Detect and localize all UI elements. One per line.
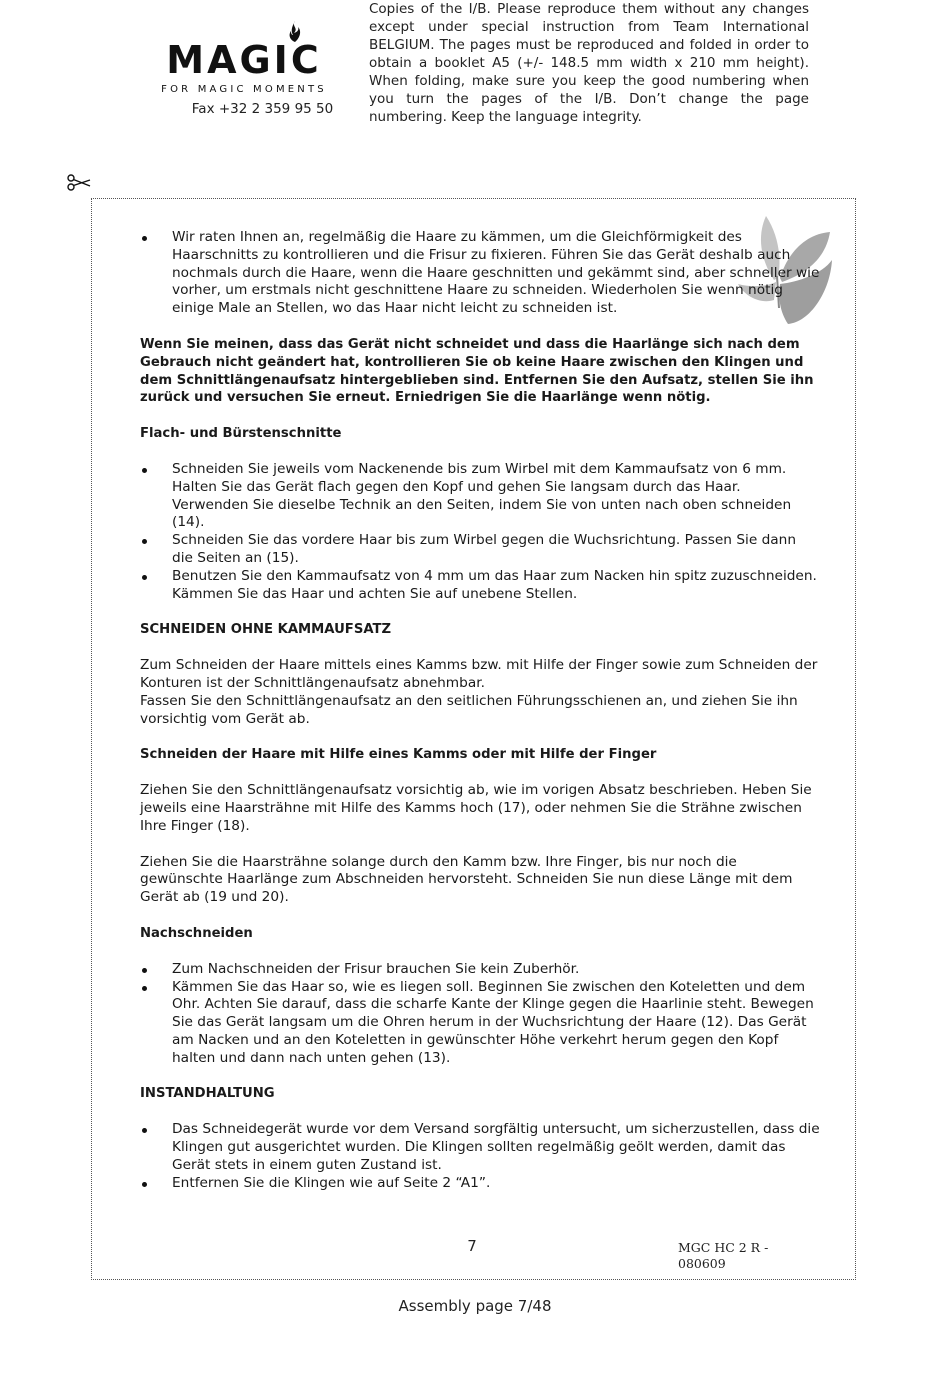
instandhaltung-list — [140, 1121, 820, 1192]
section-heading-nachschneiden: Nachschneiden — [140, 925, 253, 941]
bullet-icon — [142, 1182, 147, 1187]
section-heading-kamm: Schneiden der Haare mit Hilfe eines Kamms oder mit Hilfe der Finger — [140, 747, 657, 763]
section-heading-instandhaltung: INSTANDHALTUNG — [140, 1086, 275, 1102]
bullet-icon — [142, 1128, 147, 1133]
list-item: Wir raten Ihnen an, regelmäßig die Haare zu kämmen, um die Gleichförmigkeit des Haarschnitts zu kontrollieren und die Frisur zu fixieren. Führen Sie das Gerät deshalb auch nochmals durch die Haare, wenn die Haare geschnitten und gekämmt sind, aber schneller wie vorher, um erstmals nicht geschnittene Haare zu schneiden. Wiederholen Sie wenn nötig einige Male an Stellen, wo das Haar nicht leicht zu schneiden ist. — [140, 229, 820, 318]
bullet-icon — [142, 575, 147, 580]
list-item: Entfernen Sie die Klingen wie auf Seite 2 “A1”. — [140, 1175, 820, 1193]
list-item: Das Schneidegerät wurde vor dem Versand sorgfältig untersucht, um sicherzustellen, dass die Klingen gut ausgerichtet wurden. Die Klingen sollten regelmäßig geölt werden, damit das Gerät stets in einem guten Zustand ist. — [140, 1121, 820, 1174]
logo-wordmark: MAGIC — [166, 38, 322, 82]
magic-logo — [138, 18, 350, 95]
nachschneiden-list — [140, 961, 820, 1068]
paragraph: Ziehen Sie die Haarsträhne solange durch den Kamm bzw. Ihre Finger, bis nur noch die gewünschte Haarlänge zum Abschneiden hervorsteht. Schneiden Sie nun diese Länge mit dem Gerät ab (19 und 20). — [140, 853, 793, 906]
paragraph: Ziehen Sie den Schnittlängenaufsatz vorsichtig ab, wie im vorigen Absatz beschrieben. Heben Sie jeweils eine Haarsträhne mit Hilfe des Kamms hoch (17), oder nehmen Sie die Strähne zwischen Ihre Finger (18). — [140, 782, 812, 834]
list-item: Schneiden Sie das vordere Haar bis zum Wirbel gegen die Wuchsrichtung. Passen Sie dann die Seiten an (15). — [140, 532, 820, 568]
flach-list — [140, 461, 820, 603]
hair-check-note: Wenn Sie meinen, dass das Gerät nicht schneidet und dass die Haarlänge sich nach dem Gebrauch nicht geändert hat, kontrollieren Sie ob keine Haare zwischen den Klingen und dem Schnittlängenaufsatz hintergeblieben sind. Entfernen Sie den Aufsatz, stellen Sie ihn zurück und versuchen Sie erneut. Erniedrigen Sie die Haarlänge wenn nötig. — [140, 336, 814, 406]
bullet-icon — [142, 236, 147, 241]
scissors-icon — [66, 172, 92, 192]
list-item: Kämmen Sie das Haar so, wie es liegen soll. Beginnen Sie zwischen den Koteletten und dem Ohr. Achten Sie darauf, dass die scharfe Kante der Klinge gegen die Haarlinie steht. Bewegen Sie das Gerät langsam um die Ohren herum in der Wuchsrichtung der Haare (12). Das Gerät am Nacken und an den Koteletten in gewünschter Höhe verkehrt herum gegen den Kopf halten und dann nach unten gehen (13). — [140, 979, 820, 1068]
paragraph: Zum Schneiden der Haare mittels eines Kamms bzw. mit Hilfe der Finger sowie zum Schneiden der Konturen ist der Schnittlängenaufsatz abnehmbar. — [140, 657, 818, 691]
tips-list — [140, 229, 820, 318]
bullet-icon — [142, 986, 147, 991]
logo-tagline: FOR MAGIC MOMENTS — [161, 84, 327, 95]
model-code: MGC HC 2 R - 080609 — [678, 1240, 769, 1271]
page-number: 7 — [467, 1237, 477, 1255]
bullet-icon — [142, 968, 147, 973]
manual-content — [140, 229, 820, 1192]
fax-number: Fax +32 2 359 95 50 — [191, 101, 334, 117]
list-item: Zum Nachschneiden der Frisur brauchen Sie kein Zuberhör. — [140, 961, 820, 979]
list-item: Benutzen Sie den Kammaufsatz von 4 mm um das Haar zum Nacken hin spitz zuzuschneiden. Kämmen Sie das Haar und achten Sie auf unebene Stellen. — [140, 568, 820, 604]
bullet-icon — [142, 468, 147, 473]
paragraph: Fassen Sie den Schnittlängenaufsatz an den seitlichen Führungsschienen an, und ziehen Sie ihn vorsichtig vom Gerät ab. — [140, 692, 798, 727]
assembly-page-label: Assembly page 7/48 — [398, 1297, 552, 1315]
bullet-icon — [142, 539, 147, 544]
list-item: Schneiden Sie jeweils vom Nackenende bis zum Wirbel mit dem Kammaufsatz von 6 mm. Halten Sie das Gerät flach gegen den Kopf und gehen Sie langsam durch das Haar. Verwenden Sie dieselbe Technik an den Seiten, indem Sie von unten nach oben schneiden (14). — [140, 461, 820, 532]
section-heading-flach: Flach- und Bürstenschnitte — [140, 426, 342, 442]
reproduction-instructions: Copies of the I/B. Please reproduce them without any changes except under special instruction from Team International BELGIUM. The pages must be reproduced and folded in order to obtain a booklet A5 (+/- 148.5 mm width x 210 mm height). When folding, make sure you keep the good numbering when you turn the pages of the I/B. Don’t change the page numbering. Keep the language integrity. — [369, 1, 809, 125]
section-heading-ohne-kammaufsatz: SCHNEIDEN OHNE KAMMAUFSATZ — [140, 622, 392, 638]
